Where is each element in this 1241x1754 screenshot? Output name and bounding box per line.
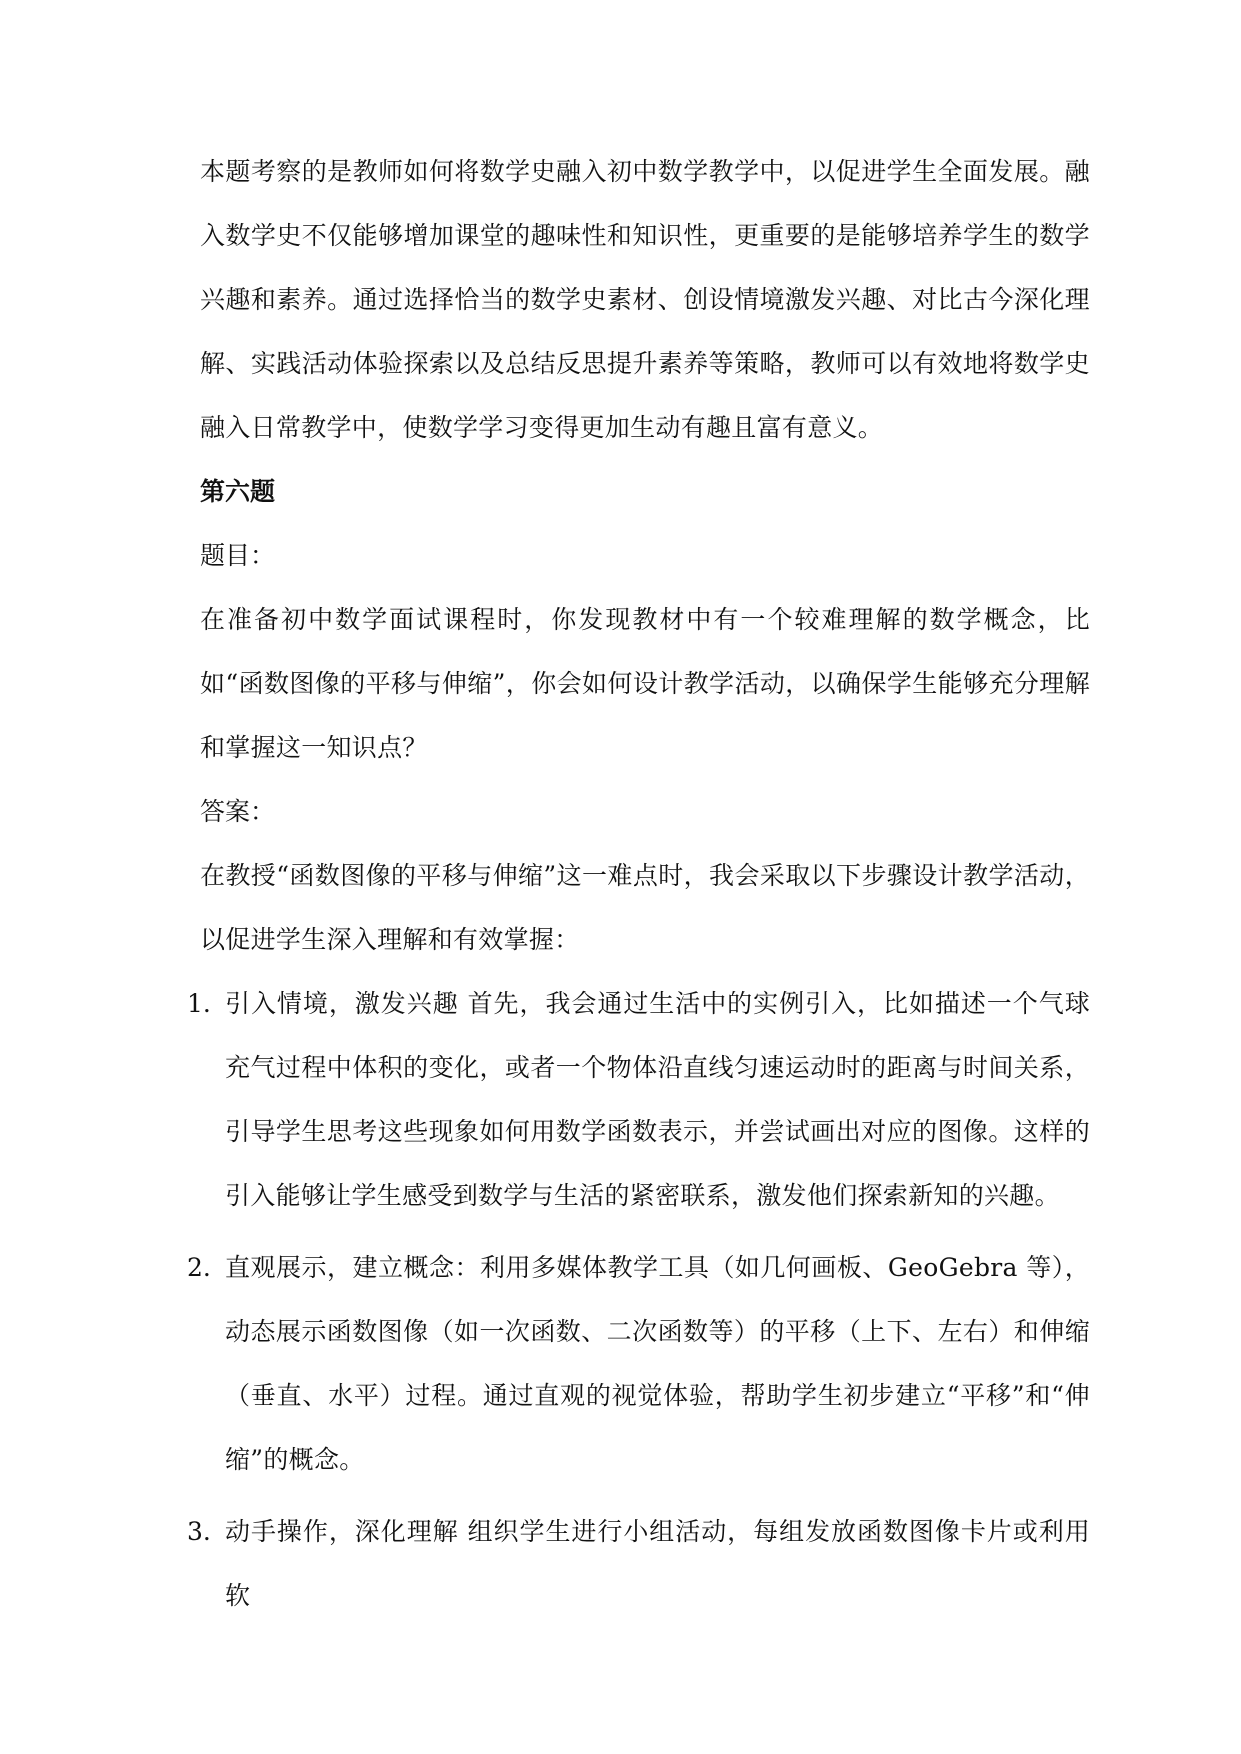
question-text: 在准备初中数学面试课程时，你发现教材中有一个较难理解的数学概念，比如“函数图像的平移与伸缩”，你会如何设计教学活动，以确保学生能够充分理解和掌握这一知识点？: [200, 605, 1090, 762]
question-label: 题目：: [200, 541, 276, 570]
list-item-text: 动手操作，深化理解 组织学生进行小组活动，每组发放函数图像卡片或利用软: [225, 1517, 1090, 1610]
intro-paragraph: 本题考察的是教师如何将数学史融入初中数学教学中，以促进学生全面发展。融入数学史不仅能够增加课堂的趣味性和知识性，更重要的是能够培养学生的数学兴趣和素养。通过选择恰当的数学史素材、创设情境激发兴趣、对比古今深化理解、实践活动体验探索以及总结反思提升素养等策略，教师可以有效地将数学史融入日常教学中，使数学学习变得更加生动有趣且富有意义。: [200, 157, 1090, 442]
list-item: [187, 1500, 1090, 1628]
answer-intro: 在教授“函数图像的平移与伸缩”这一难点时，我会采取以下步骤设计教学活动，以促进学生深入理解和有效掌握：: [200, 861, 1090, 954]
section-heading: 第六题: [200, 477, 276, 506]
list-item: [187, 972, 1090, 1228]
answer-label: 答案：: [200, 797, 276, 826]
list-item: [187, 1236, 1090, 1492]
list-item-number: 2.: [187, 1253, 211, 1282]
document-body: [187, 140, 1090, 1636]
list-item-number: 3.: [187, 1517, 211, 1546]
list-item-text: 直观展示，建立概念：利用多媒体教学工具（如几何画板、GeoGebra 等），动态展示函数图像（如一次函数、二次函数等）的平移（上下、左右）和伸缩（垂直、水平）过程。通过直观的视觉体验，帮助学生初步建立“平移”和“伸缩”的概念。: [225, 1253, 1090, 1474]
list-item-text: 引入情境，激发兴趣 首先，我会通过生活中的实例引入，比如描述一个气球充气过程中体积的变化，或者一个物体沿直线匀速运动时的距离与时间关系，引导学生思考这些现象如何用数学函数表示，并尝试画出对应的图像。这样的引入能够让学生感受到数学与生活的紧密联系，激发他们探索新知的兴趣。: [225, 989, 1090, 1210]
steps-list: [187, 972, 1090, 1628]
list-item-number: 1.: [187, 989, 211, 1018]
